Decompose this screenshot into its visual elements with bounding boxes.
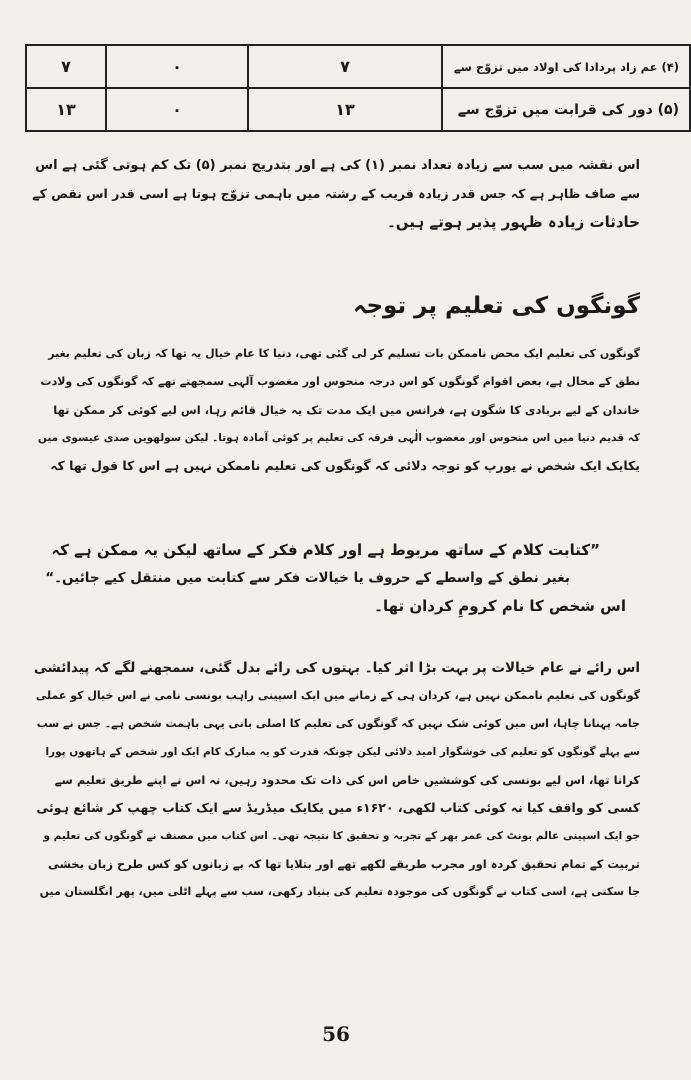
- paragraph-development: [32, 654, 640, 906]
- table-row: [26, 88, 690, 131]
- text-line: کرانا تھا، اس لیے بونسی کی کوششیں خاص اس کی ذات تک محدود رہیں، نہ اس نے اپنے طریق تعلیم سے: [54, 773, 640, 787]
- quote-line: ”کتابت کلام کے ساتھ مربوط ہے اور کلام فکر کے ساتھ لیکن یہ ممکن ہے کہ: [51, 541, 600, 559]
- table-row: [26, 45, 690, 88]
- table-cell-value: ۰: [106, 88, 248, 131]
- text-line: تربیت کے تمام تحقیق کردہ اور مجرب طریقے لکھے تھے اور بتلایا تھا کہ بے زبانوں کو کس طرح زبان بخشی: [47, 857, 640, 871]
- quote-line: بغیر نطق کے واسطے کے حروف یا خیالات فکر سے کتابت میں منتقل کیے جائیں۔“: [45, 570, 570, 586]
- text-line: نطق کے محال ہے، بعض اقوام گونگوں کو اس درجہ منحوس اور مغضوب آلہی سمجھتے تھے کہ گونگوں کی ولادت: [40, 375, 640, 388]
- text-line: جا سکتی ہے، اسی کتاب نے گونگوں کی موجودہ تعلیم کی بنیاد رکھی، سب سے پہلے اٹلی میں، پھر انگلستان میں: [39, 885, 640, 898]
- text-line: گونگوں کی تعلیم ناممکن نہیں ہے، کردان ہی کے زمانے میں ایک اسپینی راہب بونسی نامی نے اس خیال کو عملی: [35, 689, 640, 702]
- text-line: حادثات زیادہ ظہور پذیر ہوتے ہیں۔: [386, 213, 640, 231]
- table-cell-value: ۰: [106, 45, 248, 88]
- text-line: اس رائے نے عام خیالات پر بہت بڑا اثر کیا۔ بہتوں کی رائے بدل گئی، سمجھنے لگے کہ پیدائشی: [33, 660, 640, 676]
- text-line: جو ایک اسپینی عالم بونٹ کی عمر بھر کے تجربہ و تحقیق کا نتیجہ تھی۔ اس کتاب میں مصنف نے گونگوں کی تعلیم و: [43, 830, 640, 842]
- text-line: گونگوں کی تعلیم ایک محض ناممکن بات تسلیم کر لی گئی تھی، دنیا کا عام خیال یہ تھا کہ زبان کی تعلیم بغیر: [48, 347, 640, 360]
- text-line: اس نقشہ میں سب سے زیادہ تعداد نمبر (۱) کی ہے اور بتدریج نمبر (۵) تک کم ہوتی گئی ہے اس: [35, 158, 640, 173]
- table-cell-value: ۱۳: [248, 88, 442, 131]
- text-line: جامہ پہنانا چاہا، اس میں کوئی شک نہیں کہ گونگوں کی تعلیم کا اصلی بانی یہی باہمت شخص ہے۔ جس نے سب: [36, 717, 640, 730]
- table-cell-value: ۷: [248, 45, 442, 88]
- text-line: کہ قدیم دنیا میں اس منحوس اور مغضوب الٰہی فرقہ کی تعلیم پر کوئی آمادہ ہوتا۔ لیکن سولھویں صدی عیسوی میں: [37, 432, 640, 444]
- statistics-table: [25, 44, 691, 132]
- quotation-block: [32, 536, 640, 620]
- attribution-line: اس شخص کا نام کرومِ کردان تھا۔: [374, 597, 626, 615]
- table-cell-value: ۱۳: [26, 88, 106, 131]
- paragraph-history: [32, 340, 640, 480]
- table-cell-label: (۵) دور کی قرابت میں تزوّج سے: [442, 88, 690, 131]
- text-line: سے صاف ظاہر ہے کہ جس قدر زیادہ قریب کے رشتہ میں باہمی تزوّج ہوتا ہے اسی قدر اس نقص کے: [32, 186, 640, 201]
- text-line: خاندان کے لیے بربادی کا شگون ہے، فرانس میں ایک مدت تک یہ خیال قائم رہا، اس لیے کوئی کر ممکن تھا: [53, 403, 640, 417]
- text-line: کسی کو واقف کیا نہ کوئی کتاب لکھی، ۱۶۲۰ء میں یکایک میڈریڈ سے ایک کتاب چھپ کر شائع ہوئی: [36, 800, 640, 815]
- section-heading: گونگوں کی تعلیم پر توجہ: [352, 293, 640, 319]
- paragraph-intro: [32, 152, 640, 236]
- page-number: 56: [322, 1022, 350, 1046]
- table-cell-label: (۴) عم زاد پردادا کی اولاد میں تزوّج سے: [442, 45, 690, 88]
- text-line: سے پہلے گونگوں کو تعلیم کی خوشگوار امید دلائی لیکن چونکہ قدرت کو یہ مبارک کام ایک اور شخص کے ہاتھوں پورا: [45, 746, 640, 758]
- text-line: یکایک ایک شخص نے یورپ کو توجہ دلائی کہ گونگوں کی تعلیم ناممکن نہیں ہے اس کا قول تھا کہ: [50, 458, 640, 473]
- table-cell-value: ۷: [26, 45, 106, 88]
